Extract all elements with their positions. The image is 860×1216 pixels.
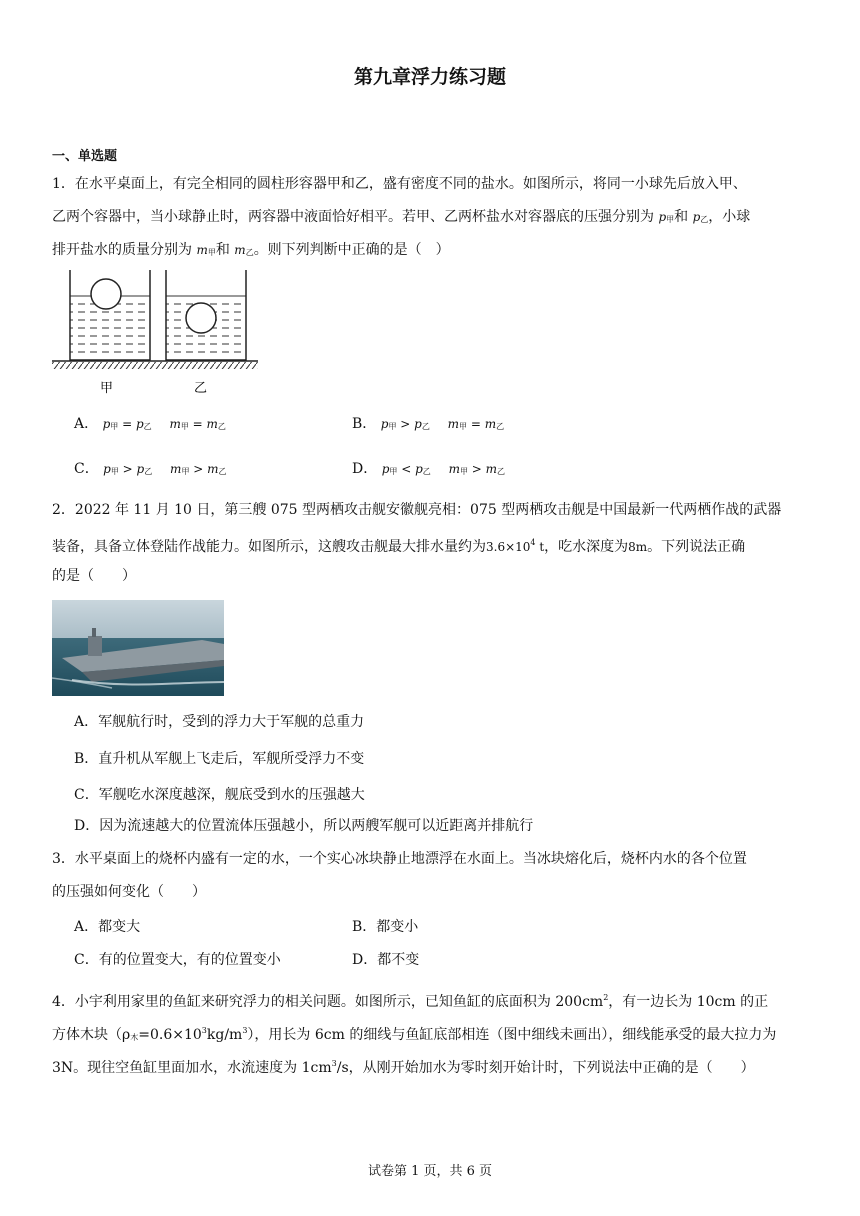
warship-photo [52, 600, 224, 696]
q2-option-b[interactable]: B．直升机从军舰上飞走后，军舰所受浮力不变 [74, 751, 365, 767]
container-yi [166, 270, 246, 360]
page-footer: 试卷第 1 页，共 6 页 [367, 1164, 493, 1179]
table-hatching [52, 362, 258, 369]
section-heading: 一、单选题 [52, 149, 118, 164]
q1-option-d[interactable]: D． p甲 < p乙 m甲 > m乙 [352, 461, 506, 477]
q1-option-b[interactable]: B． p甲 > p乙 m甲 = m乙 [352, 416, 505, 432]
q1-line2: 乙两个容器中，当小球静止时，两容器中液面恰好相平。若甲、乙两杯盐水对容器底的压强分别为 p甲和 p乙，小球 [52, 209, 751, 225]
q2-line3: 的是（ ） [52, 568, 136, 584]
q3-option-a[interactable]: A．都变大 [74, 919, 141, 935]
q2-line2: 装备，具备立体登陆作战能力。如图所示，这艘攻击舰最大排水量约为$3.6\times 10^4$ t，吃水深度为8m。下列说法正确 [52, 538, 746, 555]
q3-line1: 3．水平桌面上的烧杯内盛有一定的水，一个实心冰块静止地漂浮在水面上。当冰块熔化后，烧杯内水的各个位置 [52, 851, 747, 867]
ship-island [88, 636, 102, 656]
label-yi: 乙 [194, 381, 208, 396]
label-jia: 甲 [100, 381, 114, 396]
q1-line1: 1．在水平桌面上，有完全相同的圆柱形容器甲和乙，盛有密度不同的盐水。如图所示，将同一小球先后放入甲、 [52, 176, 747, 192]
q2-option-d[interactable]: D．因为流速越大的位置流体压强越小，所以两艘军舰可以近距离并排航行 [74, 818, 534, 834]
q1-containers-figure [52, 268, 258, 398]
container-jia [70, 270, 150, 360]
q2-line1: 2．2022 年 11 月 10 日，第三艘 075 型两栖攻击舰安徽舰亮相：075 型两栖攻击舰是中国最新一代两栖作战的武器 [52, 502, 782, 518]
q4-line2: 方体木块（ρ木$=0.6\times 10^3kg/m^3$），用长为 6cm 的细线与鱼缸底部相连（图中细线未画出），细线能承受的最大拉力为 [52, 1026, 777, 1043]
q2-option-a[interactable]: A．军舰航行时，受到的浮力大于军舰的总重力 [74, 714, 365, 730]
q1-option-a[interactable]: A． p甲 = p乙 m甲 = m乙 [74, 416, 226, 432]
q3-option-b[interactable]: B．都变小 [352, 919, 419, 935]
q4-line3: 3N。现往空鱼缸里面加水，水流速度为 $1cm^3/s$，从刚开始加水为零时刻开始计时，下列说法中正确的是（ ） [52, 1059, 755, 1076]
q3-option-d[interactable]: D．都不变 [352, 952, 420, 968]
q4-line1: 4．小宇利用家里的鱼缸来研究浮力的相关问题。如图所示，已知鱼缸的底面积为 $200cm^2$，有一边长为 10cm 的正 [52, 993, 769, 1010]
ball-jia [91, 279, 121, 309]
page-title: 第九章浮力练习题 [353, 66, 506, 88]
q2-option-c[interactable]: C．军舰吃水深度越深，舰底受到水的压强越大 [74, 787, 365, 803]
q1-line3: 排开盐水的质量分别为 m甲和 m乙。则下列判断中正确的是（ ） [52, 242, 450, 258]
q1-option-c[interactable]: C． p甲 > p乙 m甲 > m乙 [74, 461, 227, 477]
q3-option-c[interactable]: C．有的位置变大，有的位置变小 [74, 952, 281, 968]
ball-yi [186, 303, 216, 333]
q3-line2: 的压强如何变化（ ） [52, 884, 206, 900]
